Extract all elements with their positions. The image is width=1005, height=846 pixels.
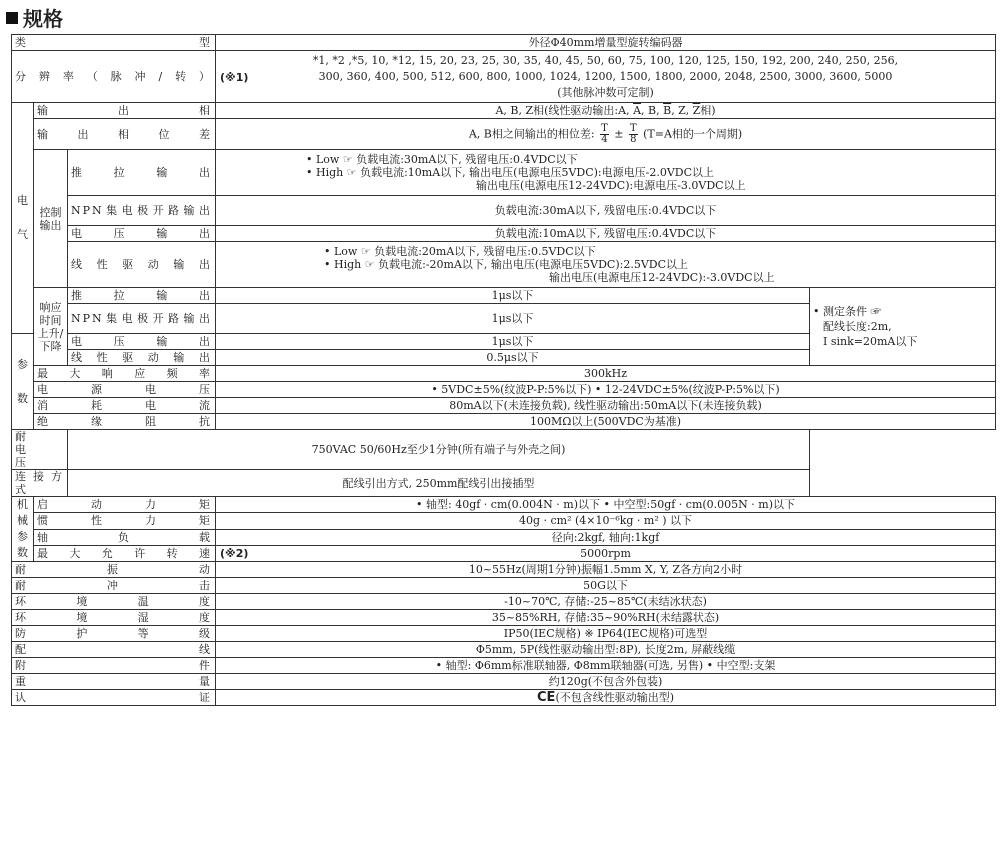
row-max-freq [12, 366, 996, 382]
push-pull-line1: • Low ☞ 负载电流:30mA以下, 残留电压:0.4VDC以下 [306, 153, 578, 166]
protection-value: IP50(IEC规格) ※ IP64(IEC规格)可选型 [216, 626, 996, 642]
vibration-value: 10~55Hz(周期1分钟)振幅1.5mm X, Y, Z各方向2小时 [216, 562, 996, 578]
weight-value: 约120g(不包含外包装) [216, 674, 996, 690]
npn-label: NPN集电极开路输出 [68, 196, 216, 226]
certification-label: 认 证 [12, 690, 216, 706]
max-freq-label: 最大响应频率 [34, 366, 216, 382]
control-output-label: 控制输出 [34, 150, 68, 288]
row-dielectric [12, 430, 996, 470]
max-speed-label: 最大允许转速 [34, 545, 216, 561]
insulation-value: 100MΩ以上(500VDC为基准) [216, 414, 996, 430]
push-pull-line3: 输出电压(电源电压12-24VDC):电源电压-3.0VDC以上 [476, 179, 746, 192]
row-resolution [12, 51, 996, 103]
row-insulation [12, 414, 996, 430]
row-torque [12, 497, 996, 513]
row-current [12, 398, 996, 414]
shock-value: 50G以下 [216, 578, 996, 594]
b-bar: $\overline{B}$ [663, 104, 672, 117]
max-speed-note: (※2) [220, 546, 249, 560]
line-driver-line3: 输出电压(电源电压12-24VDC):-3.0VDC以上 [549, 271, 775, 284]
page-title [6, 4, 63, 30]
mechanical-category: 机 械 参 数 [12, 497, 34, 562]
accessories-label: 附 件 [12, 658, 216, 674]
dielectric-label: 耐 电 压 [12, 430, 68, 470]
max-speed-text: 5000rpm [580, 546, 631, 560]
protection-label: 防护等级 [12, 626, 216, 642]
row-phase-diff [12, 119, 996, 150]
row-output-phase [12, 103, 996, 119]
push-pull-label: 推拉输出 [68, 150, 216, 196]
rt-voltage-label: 电压输出 [68, 334, 216, 350]
dielectric-value: 750VAC 50/60Hz至少1分钟(所有端子与外壳之间) [68, 430, 810, 470]
output-phase-prefix: A, B, Z相(线性驱动输出:A, [495, 104, 634, 117]
rt-voltage-value: 1μs以下 [216, 334, 810, 350]
torque-label: 启动力矩 [34, 497, 216, 513]
line-driver-value [216, 242, 996, 288]
max-freq-value: 300kHz [216, 366, 996, 382]
connection-value: 配线引出方式, 250mm配线引出接插型 [68, 470, 810, 497]
voltage-label: 电压输出 [68, 226, 216, 242]
inertia-value: 40g · cm² (4×10⁻⁶kg · m² ) 以下 [216, 513, 996, 529]
output-phase-label: 输出相 [34, 103, 216, 119]
inertia-label: 惯性力矩 [34, 513, 216, 529]
row-type [12, 35, 996, 51]
row-rt-push-pull [12, 288, 996, 304]
square-bullet-icon [6, 12, 18, 24]
connection-label: 连接方式 [12, 470, 68, 497]
voltage-value: 负载电流:10mA以下, 残留电压:0.4VDC以下 [216, 226, 996, 242]
ce-mark-icon: CE [537, 690, 556, 705]
resolution-line1: *1, *2 ,*5, 10, *12, 15, 20, 23, 25, 30, 35, 40, 45, 50, 60, 75, 100, 120, 125, 150, 192, 200, 240, 250, 256, [312, 53, 899, 67]
fraction-t4: $\frac{T}{4}$ [601, 122, 608, 145]
shock-label: 耐 冲 击 [12, 578, 216, 594]
humidity-value: 35~85%RH, 存储:35~90%RH(未结露状态) [216, 610, 996, 626]
shaft-load-value: 径向:2kgf, 轴向:1kgf [216, 529, 996, 545]
condition-line3: I sink=20mA以下 [823, 335, 918, 348]
wiring-label: 配 线 [12, 642, 216, 658]
push-pull-value [216, 150, 996, 196]
certification-text: (不包含线性驱动输出型) [555, 691, 675, 704]
condition-line1: • 测定条件 ☞ [813, 305, 882, 318]
resolution-note: (※1) [220, 71, 249, 84]
row-temperature [12, 594, 996, 610]
row-accessories [12, 658, 996, 674]
power-voltage-value: • 5VDC±5%(纹波P-P:5%以下) • 12-24VDC±5%(纹波P-P:5%以下) [216, 382, 996, 398]
row-connection [12, 470, 996, 497]
row-power-voltage [12, 382, 996, 398]
weight-label: 重 量 [12, 674, 216, 690]
temperature-value: -10~70℃, 存储:-25~85℃(未结冰状态) [216, 594, 996, 610]
npn-value: 负载电流:30mA以下, 残留电压:0.4VDC以下 [216, 196, 996, 226]
type-label: 类 型 [12, 35, 216, 51]
torque-value: • 轴型: 40gf · cm(0.004N · m)以下 • 中空型:50gf · cm(0.005N · m)以下 [216, 497, 996, 513]
row-npn [12, 196, 996, 226]
humidity-label: 环境湿度 [12, 610, 216, 626]
current-label: 消耗电流 [34, 398, 216, 414]
measure-condition [810, 288, 996, 366]
row-humidity [12, 610, 996, 626]
resolution-line2: 300, 360, 400, 500, 512, 600, 800, 1000, 1024, 1200, 1500, 1800, 2000, 2048, 2500, 3000, 3600, 5000 [318, 69, 893, 83]
rt-npn-label: NPN集电极开路输出 [68, 304, 216, 334]
resolution-line3: (其他脉冲数可定制) [557, 85, 654, 99]
phase-diff-suffix: (T=A相的一个周期) [643, 127, 743, 140]
line-driver-line2: • High ☞ 负载电流:-20mA以下, 输出电压(电源电压5VDC):2.5VDC以上 [324, 258, 689, 271]
row-certification [12, 690, 996, 706]
resolution-label: 分辨率（脉冲/转） [12, 51, 216, 103]
line-driver-line1: • Low ☞ 负载电流:20mA以下, 残留电压:0.5VDC以下 [324, 245, 596, 258]
type-value: 外径Φ40mm增量型旋转编码器 [216, 35, 996, 51]
certification-value [216, 690, 996, 706]
condition-line2: 配线长度:2m, [823, 320, 892, 333]
rt-push-pull-value: 1μs以下 [216, 288, 810, 304]
row-wiring [12, 642, 996, 658]
insulation-label: 绝缘阻抗 [34, 414, 216, 430]
row-shaft-load [12, 529, 996, 545]
spec-table [11, 34, 996, 706]
output-phase-value [216, 103, 996, 119]
resolution-value [216, 51, 996, 103]
fraction-t8: $\frac{T}{8}$ [629, 122, 637, 145]
phase-diff-value [216, 119, 996, 150]
rt-npn-value: 1μs以下 [216, 304, 810, 334]
rt-line-driver-value: 0.5μs以下 [216, 350, 810, 366]
temperature-label: 环境温度 [12, 594, 216, 610]
output-phase-suffix: 相) [700, 104, 716, 117]
row-voltage [12, 226, 996, 242]
current-value: 80mA以下(未连接负载), 线性驱动输出:50mA以下(未连接负载) [216, 398, 996, 414]
power-voltage-label: 电源电压 [34, 382, 216, 398]
plus-minus: ± [614, 127, 624, 140]
wiring-value: Φ5mm, 5P(线性驱动输出型:8P), 长度2m, 屏蔽线缆 [216, 642, 996, 658]
row-line-driver [12, 242, 996, 288]
output-phase-sep2: , Z, [671, 104, 693, 117]
row-protection [12, 626, 996, 642]
accessories-value: • 轴型: Φ6mm标准联轴器, Φ8mm联轴器(可选, 另售) • 中空型:支架 [216, 658, 996, 674]
line-driver-label: 线性驱动输出 [68, 242, 216, 288]
shaft-load-label: 轴 负 载 [34, 529, 216, 545]
page-title-text: 规格 [23, 6, 63, 31]
rt-push-pull-label: 推拉输出 [68, 288, 216, 304]
row-weight [12, 674, 996, 690]
row-max-speed [12, 545, 996, 561]
phase-diff-label: 输出相位差 [34, 119, 216, 150]
vibration-label: 耐 振 动 [12, 562, 216, 578]
push-pull-line2: • High ☞ 负载电流:10mA以下, 输出电压(电源电压5VDC):电源电压-2.0VDC以上 [306, 166, 715, 179]
row-inertia [12, 513, 996, 529]
electrical-category-cont: 参 数 [12, 334, 34, 430]
row-push-pull [12, 150, 996, 196]
phase-diff-prefix: A, B相之间输出的相位差: [468, 127, 595, 140]
response-time-label: 响应时间上升/下降 [34, 288, 68, 366]
a-bar: $\overline{A}$ [633, 104, 642, 117]
electrical-category: 电 气 [12, 103, 34, 334]
output-phase-sep1: , B, [641, 104, 664, 117]
z-bar: $\overline{Z}$ [692, 104, 701, 117]
rt-line-driver-label: 线性驱动输出 [68, 350, 216, 366]
max-speed-value [216, 545, 996, 561]
row-shock [12, 578, 996, 594]
row-vibration [12, 562, 996, 578]
